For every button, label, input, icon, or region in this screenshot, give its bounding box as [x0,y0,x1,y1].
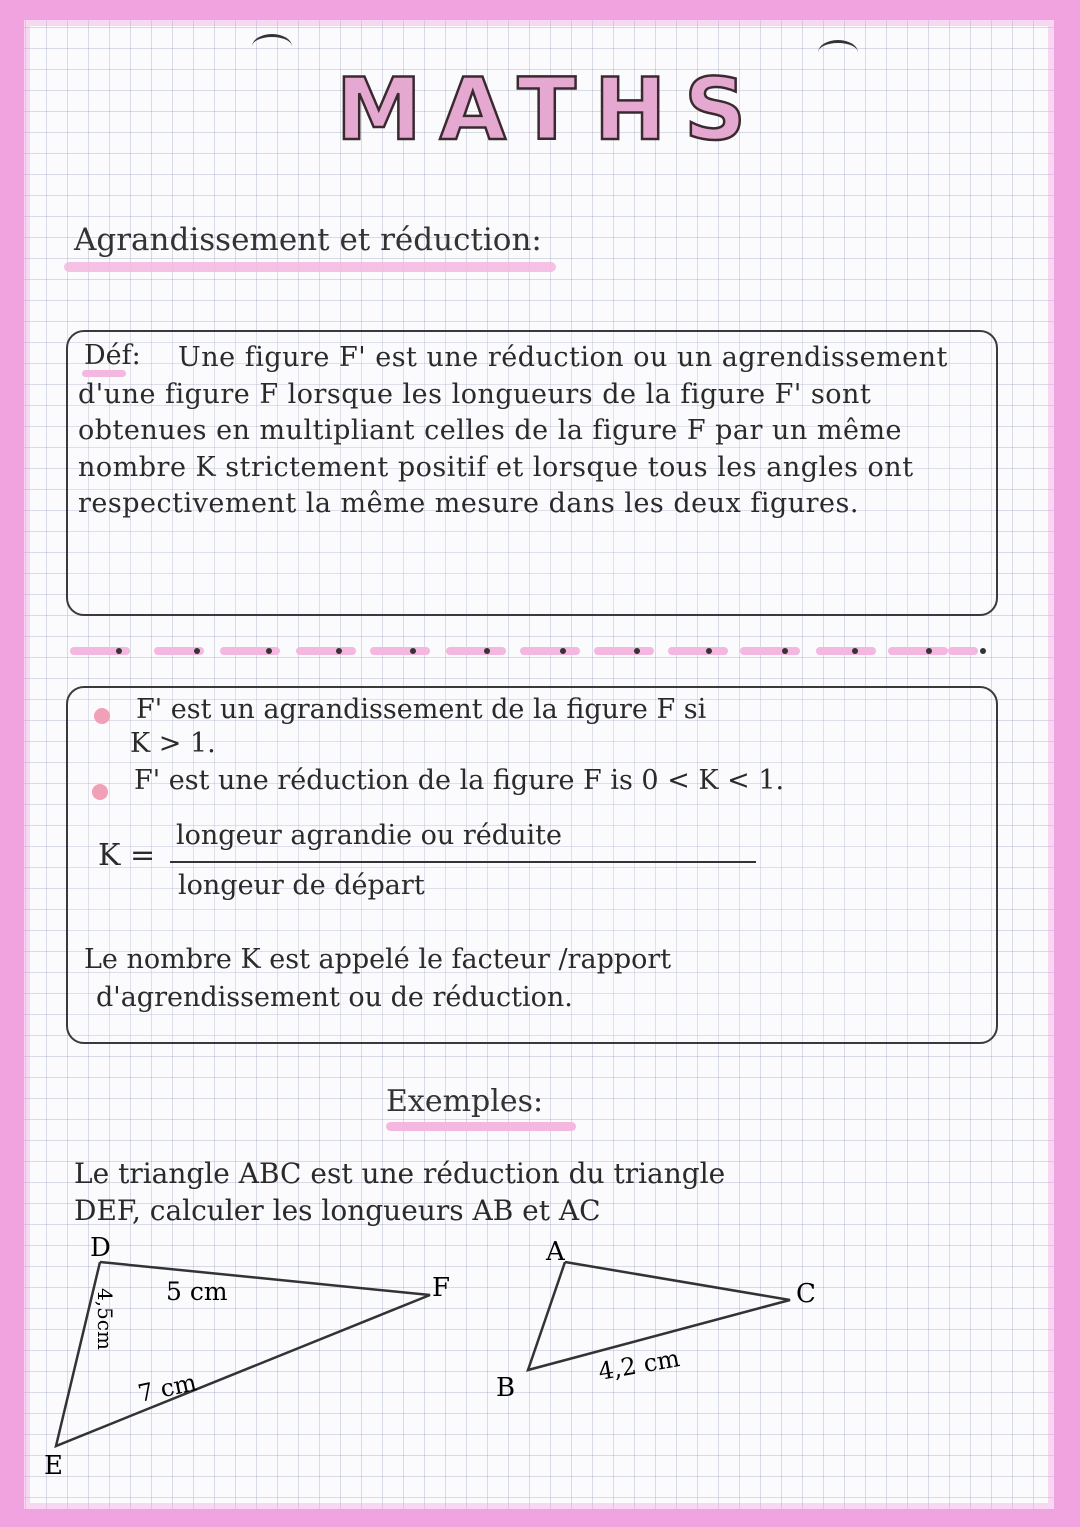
vertex-label-a: A [546,1237,565,1267]
definition-label: Déf: [84,340,141,371]
problem-line2: DEF, calculer les longueurs AB et AC [74,1194,601,1227]
rule-reduction-text: F' est une réduction de la figure F is 0 < K < 1. [134,765,785,796]
vertex-label-e: E [44,1451,63,1481]
title-text: MATHS [335,60,765,160]
problem-line1: Le triangle ABC est une réduction du triangle [74,1157,726,1190]
side-de-label: 4,5cm [93,1288,117,1350]
fraction-denominator: longeur de départ [178,870,425,901]
vertex-label-b: B [496,1373,516,1403]
k-formula-label: K = [98,838,156,873]
vertex-label-d: D [90,1233,111,1263]
vertex-label-f: F [432,1273,451,1303]
side-bc-label: 4,2 cm [596,1344,682,1386]
factor-note-line1: Le nombre K est appelé le facteur /rapport [84,944,672,975]
factor-note-line2: d'agrendissement ou de réduction. [96,982,573,1013]
triangle-def [44,1233,450,1481]
side-ef-label: 7 cm [135,1368,200,1408]
examples-heading: Exemples: [386,1084,544,1119]
rule-enlargement-text: F' est un agrandissement de la figure F si [136,694,707,725]
vertex-label-c: C [796,1279,816,1309]
side-df-label: 5 cm [166,1277,228,1306]
definition-text: Une figure F' est une réduction ou un agrendissement d'une figure F lorsque les longueurs de la figure F' sont obtenues en multipliant celles de la figure F par un même nombre K strictement positif et lorsque tous les angles ont respectivement la même mesure dans les deux figures. [78,342,948,519]
section-heading: Agrandissement et réduction: [74,222,542,258]
fraction-numerator: longeur agrandie ou réduite [176,820,562,851]
rule-enlargement-condition: K > 1. [130,728,216,759]
triangle-abc [496,1237,816,1403]
